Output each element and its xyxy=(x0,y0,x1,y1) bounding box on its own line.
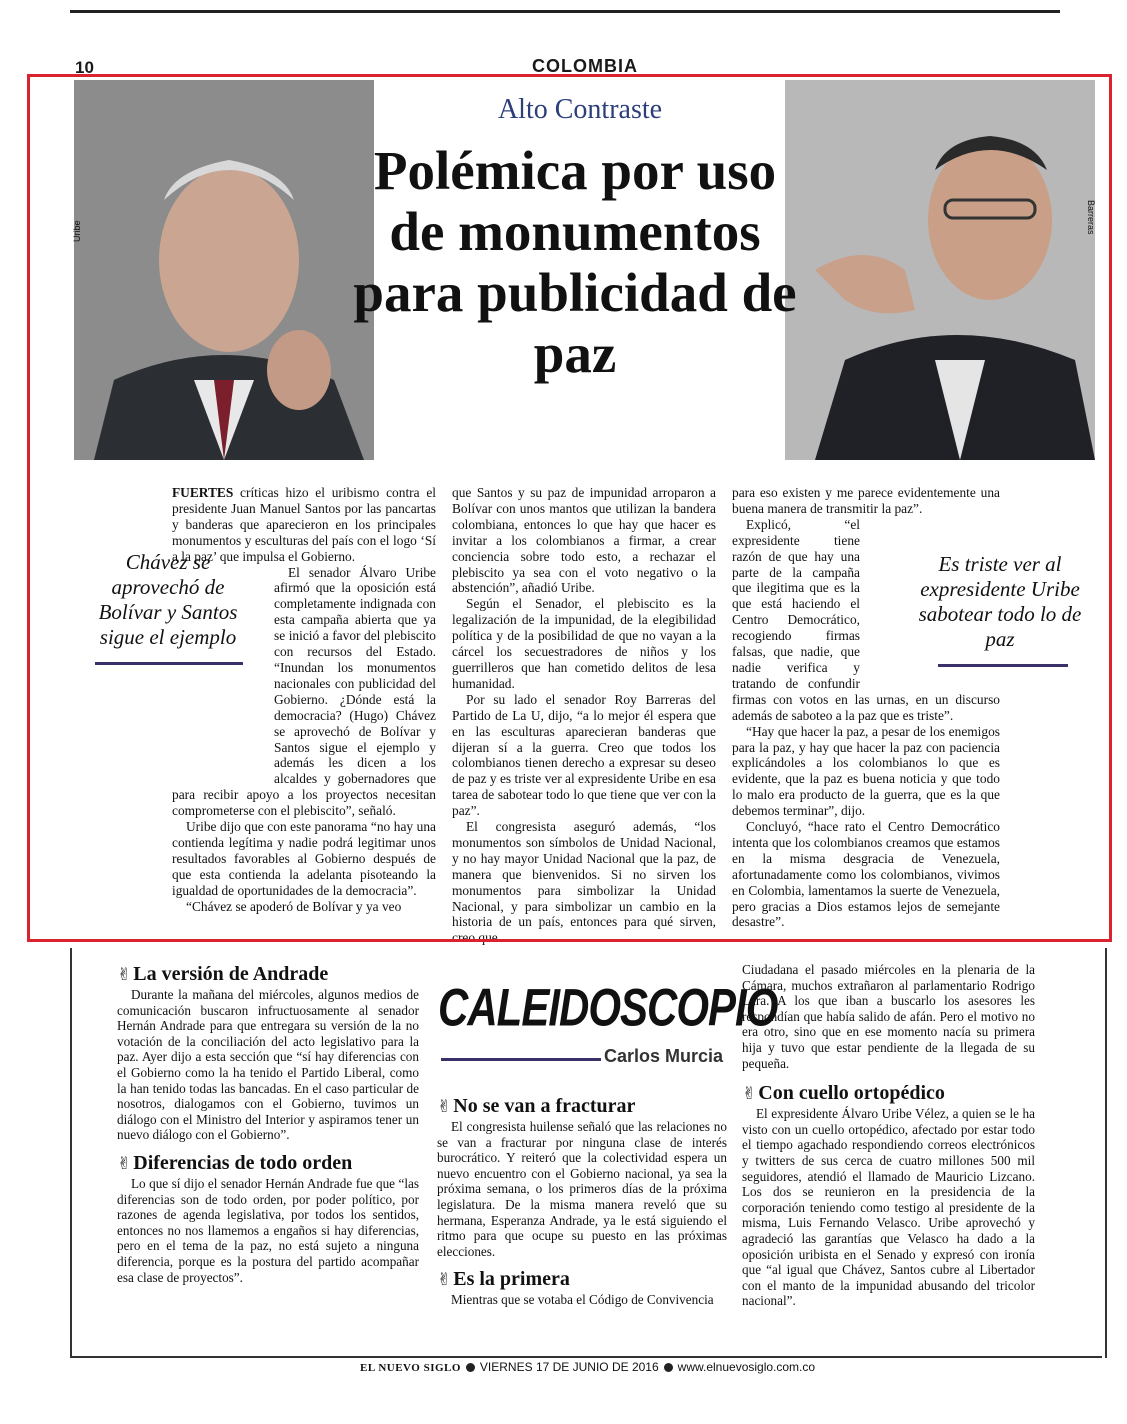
page-number: 10 xyxy=(75,58,94,77)
caleidoscopio-column-3 xyxy=(742,962,1035,1309)
article-paragraph: Concluyó, “hace rato el Centro Democrático intenta que los colombianos creamos que estamos en la misma desgracia de Venezuela, afortunadamente como los colombianos, vivimos en Colombia, lamentamos la suerte de Venezuela, pero gracias a Dios estamos lejos de semejante desastre”. xyxy=(732,819,1000,930)
pull-quote-left: Chávez se aprovechó de Bolívar y Santos sigue el ejemplo xyxy=(98,550,238,649)
article-paragraph: “Chávez se apoderó de Bolívar y ya veo xyxy=(186,898,402,914)
article-paragraph: para eso existen y me parece evidentemente una buena manera de transmitir la paz”. xyxy=(732,485,1000,516)
article-paragraph: Por su lado el senador Roy Barreras del Partido de La U, dijo, “a lo mejor él espera que en las esculturas aparecieran banderas que dijeran sí a la guerra. Creo que todos los colombianos tienen derecho a expresar su deseo de paz y es triste ver al expresidente Uribe en esa tarea de sabotear todo lo que tiene que ver con la paz”. xyxy=(452,691,716,819)
section-name: COLOMBIA xyxy=(532,56,638,76)
bullet-icon xyxy=(466,1363,475,1372)
article-paragraph: que Santos y su paz de impunidad arroparon a Bolívar con unos mantos que utilizan la bandera colombiana, entonces lo que hay que hacer es invitar a los colombianos a firmar, a crear conciencia sobre todo esto, a rechazar el plebiscito ya sea con el voto negativo o la abstención”, añadió Uribe. xyxy=(452,485,716,596)
caleidoscopio-column-2 xyxy=(437,1094,727,1308)
photo-caption-right: Barreras xyxy=(1086,200,1096,235)
victory-hand-icon: ✌ xyxy=(117,965,132,985)
brief-text: El congresista huilense señaló que las relaciones no se van a fracturar por ninguna clase de interés burocrático. Y reiteró que la colectividad espera un nuevo encuentro con el Gobierno nacional, ya sea la próxima semana, o los primeros días de la próxima legislatura. De la misma manera reveló que su hermana, Esperanza Andrade, ya le está siguiendo el ritmo para que ocupe su puesto en las próximas elecciones. xyxy=(437,1119,727,1259)
article-paragraph: El senador Álvaro Uribe afirmó que la oposición está completamente indignada con esta campaña abierta que ya se inició a favor del plebiscito con recursos del Estado. “Inundan los monumentos nacionales con publicidad del Gobierno. ¿Dónde está la democracia? (Hugo) Chávez se aprovechó de Bolívar y Santos sigue el ejemplo y además les dicen a los alcaldes y gobernadores que para recibir apoyo a los proyectos necesitan comprometerse con el plebiscito”, señaló. xyxy=(172,564,436,819)
article-paragraph: FUERTES críticas hizo el uribismo contra el presidente Juan Manuel Santos por las pancartas y banderas que aparecieron en los principales monumentos y esculturas del país con el logo ‘Sí a la paz’ que impulsa el Gobierno. xyxy=(172,485,436,564)
pull-quote-right: Es triste ver al expresidente Uribe sabotear todo lo de paz xyxy=(918,552,1082,651)
brief-title: ✌ No se van a fracturar xyxy=(437,1095,636,1117)
victory-hand-icon: ✌ xyxy=(117,1153,132,1174)
caleidoscopio-title: CALEIDOSCOPIO xyxy=(438,978,778,1037)
brief-text: Lo que sí dijo el senador Hernán Andrade fue que “las diferencias son de todo orden, por poder político, por razones de agenda legislativa, por todos los sentidos, entonces no nos llamemos a engaños si hay diferencias, pero en el tema de la paz, no está sujeto a ninguna diferencia, porque es la postura del partido acompañar esa clase de proyectos”. xyxy=(117,1175,419,1285)
photo-caption-left: Uribe xyxy=(72,220,82,242)
victory-hand-icon: ✌ xyxy=(437,1270,452,1291)
brief-title: ✌ Diferencias de todo orden xyxy=(117,1151,353,1174)
newspaper-brand: EL NUEVO SIGLO xyxy=(360,1362,461,1374)
brief-title: ✌ La versión de Andrade xyxy=(117,963,329,985)
caleidoscopio-rule xyxy=(441,1058,601,1061)
issue-date: VIERNES 17 DE JUNIO DE 2016 xyxy=(479,1360,659,1374)
website-url: www.elnuevosiglo.com.co xyxy=(677,1360,816,1374)
top-rule xyxy=(70,10,1060,13)
brief-text: Mientras que se votaba el Código de Convivencia xyxy=(451,1292,714,1308)
brief-text: El expresidente Álvaro Uribe Vélez, a quien se le ha visto con un cuello ortopédico, afectado por estar todo el tiempo agachado respondiendo correos electrónicos y twitters de sus cerca de cuatro millones 500 mil seguidores, atendió el llamado de Mauricio Lizcano. Los dos se reunieron en la presidencia de la corporación teniendo como testigo al presidente de la misma, Luis Fernando Velasco. Uribe aprovechó y agradeció las garantías que Velasco ha dado a la oposición uribista en el Senado y expresó con ironía que “al igual que Chávez, Santos cubre al Libertador con el manto de la impunidad abusando del tricolor nacional”. xyxy=(742,1106,1035,1309)
highlight-box xyxy=(27,74,1112,942)
brief-text: Ciudadana el pasado miércoles en la plenaria de la Cámara, muchos extrañaron al parlamentario Rodrigo Lara. A los que iban a buscarlo los asesores les respondían que había salido de afán. Pero el motivo no era otro, sino que en ese momento nacía su primera hija y tuvo que estar pendiente de la llegada de su pequeña. xyxy=(742,962,1035,1071)
article-paragraph: Explicó, “el expresidente tiene razón de que hay una parte de la campaña que ilegitima que es la que está haciendo el Centro Democrático, recogiendo firmas falsas, que nadie, que nadie verifica y tratando de confundir firmas con votos en las urnas, en un discurso además de saboteo a la paz que es triste”. xyxy=(732,516,1000,723)
brief-title: ✌ Con cuello ortopédico xyxy=(742,1082,945,1105)
page-footer xyxy=(360,1360,830,1374)
article-paragraph: “Hay que hacer la paz, a pesar de los enemigos para la paz, y hay que hacer la paz con paciencia explicándoles a los colombianos lo que es evidente, que la paz es buena noticia y que todo lo malo era producto de la guerra, que es la que debemos terminar”, dijo. xyxy=(732,723,1000,819)
bullet-icon xyxy=(664,1363,673,1372)
article-kicker: Alto Contraste xyxy=(497,94,663,125)
lead-word: FUERTES xyxy=(172,485,234,500)
victory-hand-icon: ✌ xyxy=(742,1084,757,1105)
article-paragraph: El congresista aseguró además, “los monumentos son símbolos de Unidad Nacional, y no hay mayor Unidad Nacional que la paz, de manera que bienvenidos. Si no sirven los monumentos para simbolizar la Unidad Nacional, y para simbolizar un cambio en la historia de un país, entonces para qué sirven, creo que xyxy=(452,819,716,946)
victory-hand-icon: ✌ xyxy=(437,1097,452,1117)
article-headline: Polémica por uso de monumentos para publicidad de paz xyxy=(353,140,797,384)
caleidoscopio-column-1 xyxy=(117,962,419,1285)
brief-title: ✌ Es la primera xyxy=(437,1268,570,1291)
brief-text: Durante la mañana del miércoles, algunos medios de comunicación buscaron infructuosamente al senador Hernán Andrade para que entregara su versión de la no votación de la conciliación del acto legislativo para la paz. Ayer dijo a esta sección que “sí hay diferencias con el Gobierno como la ha tenido el Partido Liberal, como la han tenido todas las bancadas. En el caso particular de nosotros, dialogamos con el Gobierno, tuvimos un diálogo con el Ministro del Interior y aspiramos tener un nuevo diálogo con el Gobierno”. xyxy=(117,987,419,1143)
caleidoscopio-author: Carlos Murcia xyxy=(604,1046,724,1066)
article-paragraph: Uribe dijo que con este panorama “no hay una contienda legítima y nadie podrá legitimar unos resultados favorables al Gobierno después de que esta contienda la adelanta pisoteando la igualdad de oportunidades de la democracia”. xyxy=(172,819,436,898)
article-paragraph: Según el Senador, el plebiscito es la legalización de la impunidad, de la elegibilidad política y de la posibilidad de que no vayan a la cárcel los secuestradores de niños y los guerrilleros que han cometido delitos de lesa humanidad. xyxy=(452,596,716,691)
footer-rule xyxy=(72,1356,1102,1358)
